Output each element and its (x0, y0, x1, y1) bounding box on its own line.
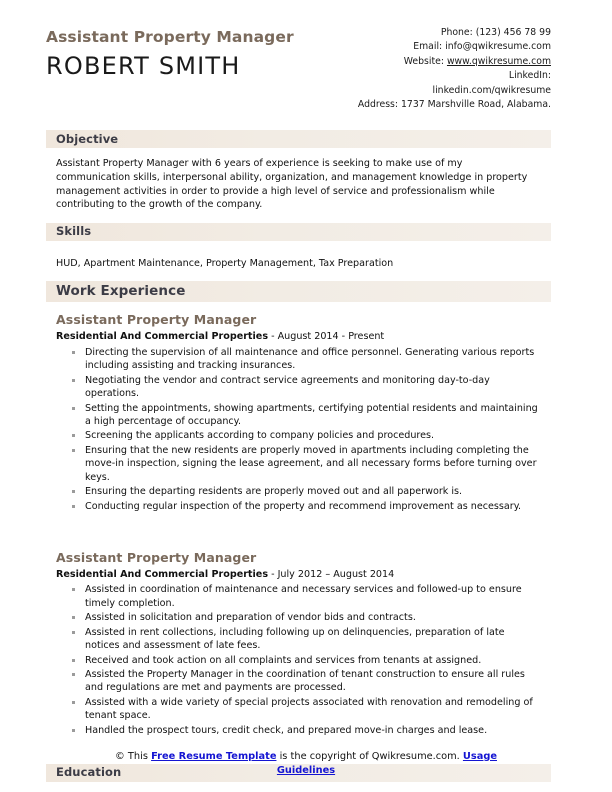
job-bullet: Directing the supervision of all maintenance and office personnel. Generating various reports including assisting and tracking insurances. (71, 346, 541, 373)
job-bullet: Ensuring the departing residents are properly moved out and all paperwork is. (71, 485, 541, 498)
section-body-work-experience (46, 312, 551, 737)
footer-text-middle: is the copyright of Qwikresume.com. (276, 750, 463, 762)
job-title: Assistant Property Manager (56, 549, 257, 565)
job-entry (56, 312, 541, 512)
section-title-work-experience: Work Experience (56, 283, 186, 300)
objective-text: Assistant Property Manager with 6 years of experience is seeking to make use of my communication skills, interpersonal ability, organization, and management knowledge in property management activities in order to provide a high level of service and professionalism while contributing to the growth of the company. (56, 158, 528, 211)
header-role-title: Assistant Property Manager (46, 28, 294, 46)
job-bullet: Assisted in rent collections, including following up on delinquencies, preparation of late notices and assessment of late fees. (71, 626, 541, 653)
job-meta (56, 568, 541, 581)
contact-linkedin-value: linkedin.com/qwikresume (432, 84, 551, 96)
job-bullet: Ensuring that the new residents are properly moved in apartments including completing the move-in inspection, signing the lease agreement, and all necessary forms before turning over keys. (71, 444, 541, 484)
contact-website (358, 55, 551, 69)
section-body-objective (46, 157, 551, 211)
footer-copyright (0, 750, 612, 778)
job-entry (56, 550, 541, 737)
section-body-skills (46, 257, 551, 271)
job-company: Residential And Commercial Properties (56, 568, 269, 580)
section-title-skills: Skills (56, 224, 92, 239)
contact-website-link[interactable]: www.qwikresume.com (446, 55, 551, 67)
candidate-name: ROBERT SMITH (46, 51, 241, 80)
job-bullet: Conducting regular inspection of the property and recommend improvement as necessary. (71, 500, 541, 513)
contact-email: Email: info@qwikresume.com (413, 41, 551, 53)
objective-spacer (0, 212, 612, 223)
free-resume-template-link[interactable]: Free Resume Template (151, 750, 277, 762)
job-bullet-list (56, 346, 541, 513)
section-title-education: Education (56, 765, 122, 780)
header-spacer (0, 112, 612, 130)
contact-linkedin-label: LinkedIn: (508, 70, 551, 82)
job-bullet-list (56, 583, 541, 737)
job-meta (56, 330, 541, 343)
contact-address: Address: 1737 Marshville Road, Alabama. (357, 99, 551, 111)
job-bullet: Assisted the Property Manager in the coordination of tenant construction to ensure all rules and regulations are met and payments are processed. (71, 668, 541, 695)
resume-header (0, 0, 612, 112)
copyright-icon: © (115, 750, 125, 762)
job-gap (56, 514, 541, 540)
job-bullet: Assisted in solicitation and preparation of vendor bids and contracts. (71, 611, 541, 624)
job-bullet: Assisted with a wide variety of special projects associated with renovation and remodeling of tenant space. (71, 696, 541, 723)
job-bullet: Handled the prospect tours, credit check, and prepared move-in charges and lease. (71, 724, 541, 737)
job-bullet: Screening the applicants according to company policies and procedures. (71, 429, 541, 442)
contact-block (358, 26, 551, 112)
job-bullet: Assisted in coordination of maintenance and necessary services and followed-up to ensure timely completion. (71, 583, 541, 610)
skills-spacer (0, 270, 612, 281)
footer-text-before: This (124, 750, 152, 762)
section-title-objective: Objective (56, 131, 119, 146)
job-bullet: Setting the appointments, showing apartments, certifying potential residents and maintaining a high percentage of occupancy. (71, 402, 541, 429)
job-title: Assistant Property Manager (56, 312, 257, 328)
section-header-objective (46, 130, 551, 148)
contact-website-label: Website: (403, 55, 444, 67)
job-dates: - August 2014 - Present (268, 331, 385, 343)
header-identity (46, 26, 294, 80)
usage-guidelines-link[interactable]: Usage Guidelines (276, 750, 497, 776)
job-bullet: Received and took action on all complaints and services from tenants at assigned. (71, 654, 541, 667)
section-header-skills (46, 223, 551, 241)
job-company: Residential And Commercial Properties (56, 331, 269, 343)
contact-phone: Phone: (123) 456 78 99 (440, 27, 551, 38)
section-header-work-experience (46, 281, 551, 302)
job-bullet: Negotiating the vendor and contract service agreements and monitoring day-to-day operations. (71, 374, 541, 401)
skills-text: HUD, Apartment Maintenance, Property Management, Tax Preparation (56, 257, 394, 269)
job-dates: - July 2012 – August 2014 (268, 568, 395, 580)
